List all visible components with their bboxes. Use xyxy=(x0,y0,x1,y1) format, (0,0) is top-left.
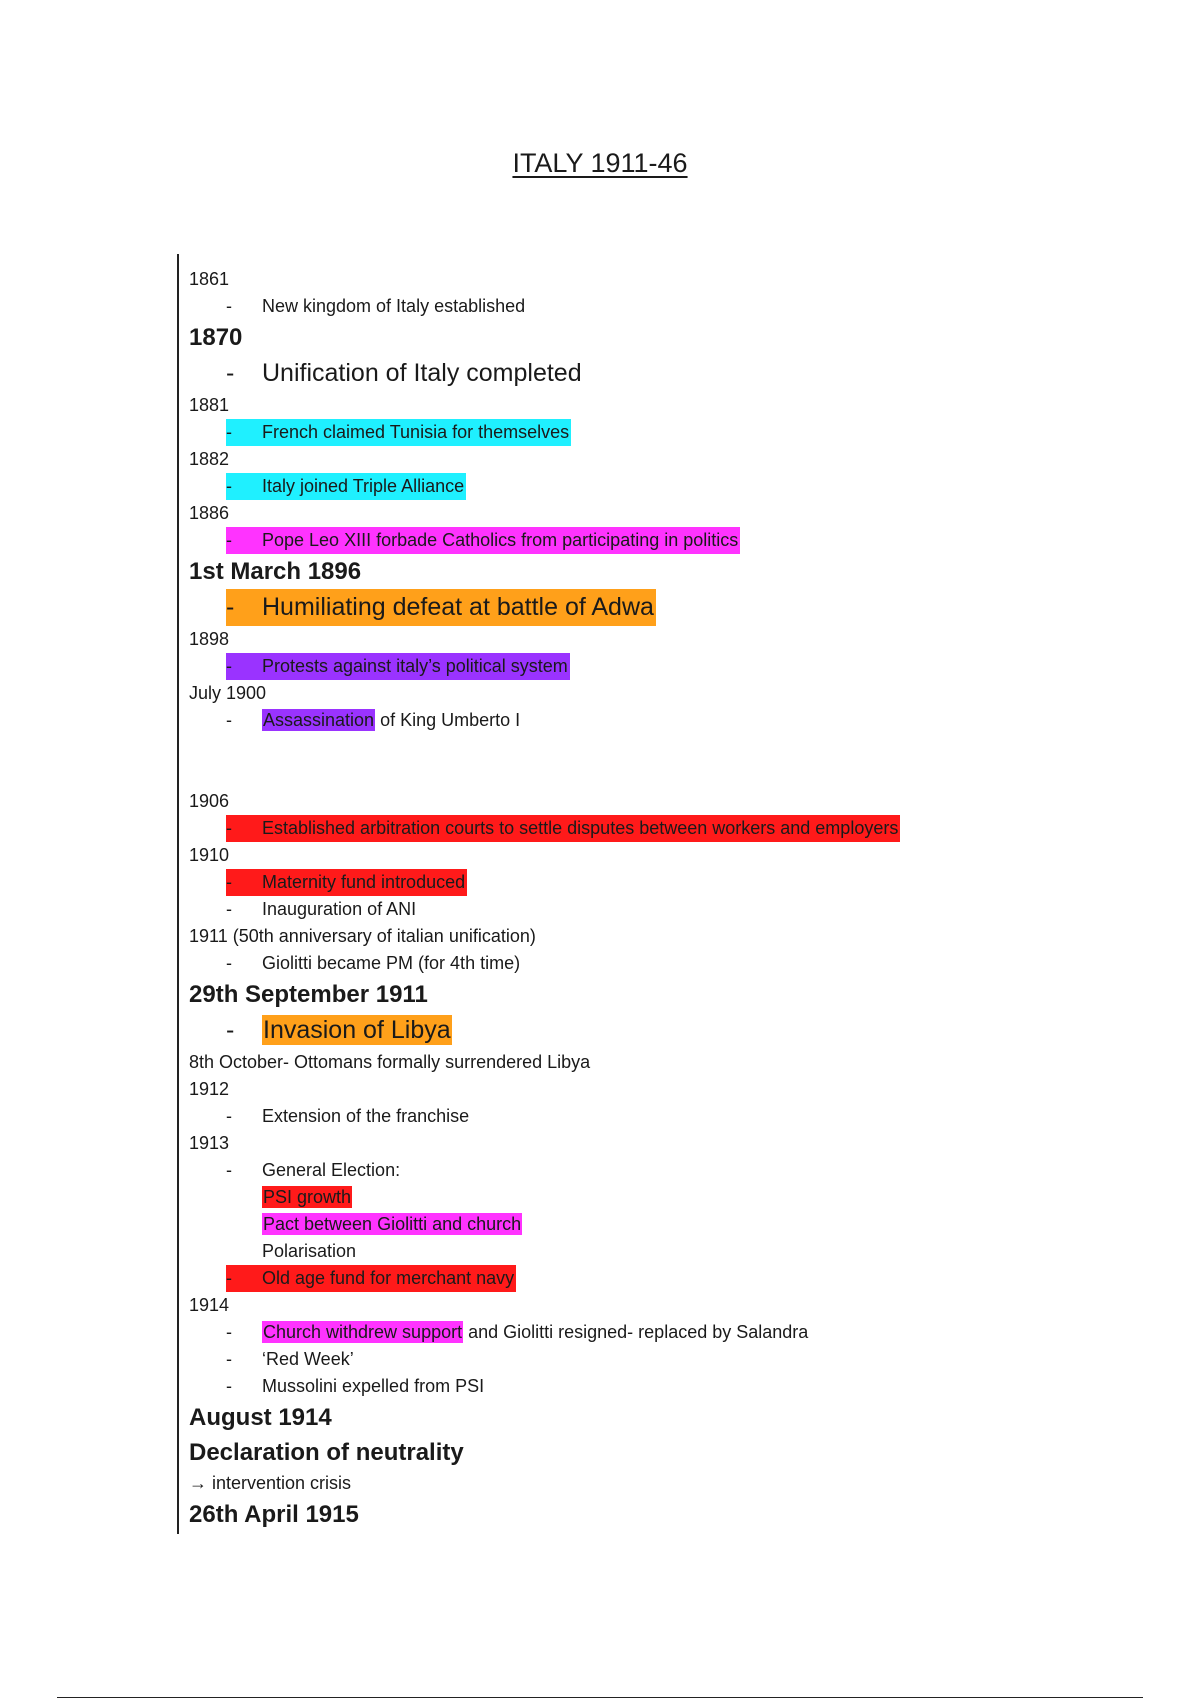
timeline-rule xyxy=(177,254,179,1534)
timeline-event xyxy=(189,527,1189,554)
highlight-magenta: Church withdrew support xyxy=(263,1322,463,1342)
timeline-note: 8th October- Ottomans formally surrendered Libya xyxy=(189,1052,591,1072)
timeline-date: 26th April 1915 xyxy=(189,1501,359,1528)
timeline-subitem: Polarisation xyxy=(262,1241,357,1261)
timeline xyxy=(189,266,1189,1532)
timeline-date: August 1914 xyxy=(189,1404,332,1431)
timeline-date: 1870 xyxy=(189,324,243,351)
spacer xyxy=(189,734,1189,788)
page-bottom-rule xyxy=(57,1697,1143,1698)
highlight-red: - Old age fund for merchant navy xyxy=(226,1265,516,1292)
timeline-event: - General Election: xyxy=(226,1160,401,1180)
highlight-purple: - Protests against italy’s political system xyxy=(226,653,570,680)
timeline-date: 1886 xyxy=(189,503,230,523)
highlight-red: - Established arbitration courts to settle disputes between workers and employers xyxy=(226,815,900,842)
timeline-date: 1906 xyxy=(189,791,230,811)
timeline-subitem xyxy=(189,1211,1189,1238)
timeline-event xyxy=(189,473,1189,500)
highlight-cyan: - French claimed Tunisia for themselves xyxy=(226,419,571,446)
highlight-red: - Maternity fund introduced xyxy=(226,869,467,896)
timeline-date: 1882 xyxy=(189,449,230,469)
timeline-event: - New kingdom of Italy established xyxy=(226,296,526,316)
timeline-event: - Giolitti became PM (for 4th time) xyxy=(226,953,521,973)
timeline-event: - Extension of the franchise xyxy=(226,1106,470,1126)
timeline-subitem xyxy=(189,1184,1189,1211)
highlight-orange: - Humiliating defeat at battle of Adwa xyxy=(226,589,656,626)
timeline-event: - ‘Red Week’ xyxy=(226,1349,354,1369)
timeline-date: 1910 xyxy=(189,845,230,865)
highlight-orange: Invasion of Libya xyxy=(263,1016,451,1044)
page-title: ITALY 1911-46 xyxy=(512,148,688,178)
timeline-date: 1911 (50th anniversary of italian unification) xyxy=(189,926,536,946)
timeline-date: 1914 xyxy=(189,1295,230,1315)
timeline-event xyxy=(189,419,1189,446)
timeline-event: - Unification of Italy completed xyxy=(226,359,582,387)
highlight-magenta: Pact between Giolitti and church xyxy=(263,1214,522,1234)
timeline-heading: Declaration of neutrality xyxy=(189,1439,464,1466)
timeline-date: 1898 xyxy=(189,629,230,649)
timeline-note: → intervention crisis xyxy=(189,1473,352,1493)
timeline-event xyxy=(189,653,1189,680)
highlight-magenta: - Pope Leo XIII forbade Catholics from participating in politics xyxy=(226,527,740,554)
timeline-event xyxy=(189,589,1189,626)
timeline-date: 29th September 1911 xyxy=(189,981,428,1008)
timeline-date: July 1900 xyxy=(189,683,267,703)
timeline-event: - Mussolini expelled from PSI xyxy=(226,1376,485,1396)
timeline-date: 1881 xyxy=(189,395,230,415)
timeline-date: 1912 xyxy=(189,1079,230,1099)
timeline-event xyxy=(189,1265,1189,1292)
timeline-date: 1913 xyxy=(189,1133,230,1153)
timeline-date: 1861 xyxy=(189,269,230,289)
timeline-event: - Inauguration of ANI xyxy=(226,899,417,919)
highlight-purple: Assassination xyxy=(263,710,375,730)
timeline-event: - Invasion of Libya xyxy=(226,1016,451,1044)
timeline-event xyxy=(189,815,1189,842)
timeline-event: - Assassination of King Umberto I xyxy=(226,710,521,730)
highlight-cyan: - Italy joined Triple Alliance xyxy=(226,473,466,500)
timeline-date: 1st March 1896 xyxy=(189,558,362,585)
timeline-event: - Church withdrew support and Giolitti resigned- replaced by Salandra xyxy=(226,1322,809,1342)
timeline-event xyxy=(189,869,1189,896)
highlight-red: PSI growth xyxy=(263,1187,352,1207)
